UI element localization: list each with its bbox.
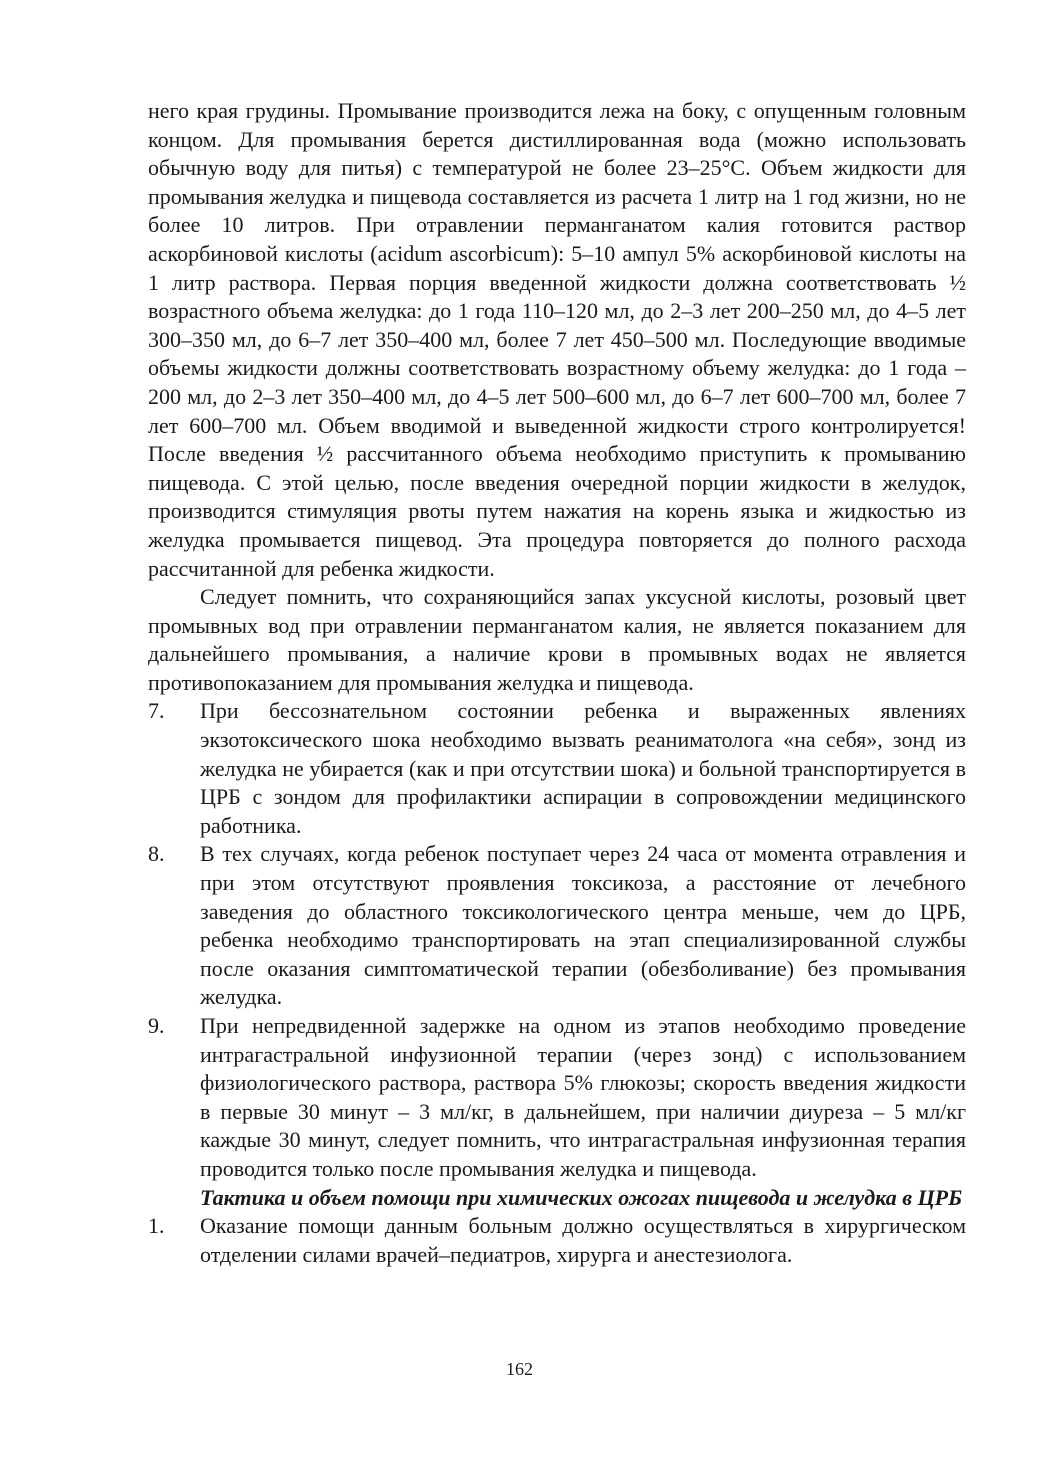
- list-number: 9.: [148, 1013, 165, 1038]
- list-item-7: [148, 697, 966, 840]
- page-number: 162: [506, 1359, 533, 1379]
- list-number: 8.: [148, 841, 165, 867]
- list-text: При непредвиденной задержке на одном из этапов необходимо проведение интрагастральной инфузионной терапии (через зонд) с использованием физиологического раствора, раствора 5% глюкозы; скорость введения жидкости в первые 30 минут – 3 мл/кг, в дальнейшем, при наличии диуреза – 5 мл/кг каждые 30 минут, следует помнить, что интрагастральная инфузионная терапия проводится только после промывания желудка и пищевода.: [200, 1013, 966, 1181]
- list-item-8: [148, 840, 966, 1012]
- list-text: Оказание помощи данным больным должно осуществляться в хирургическом отделении силами врачей–педиатров, хирурга и анестезиолога.: [200, 1213, 966, 1267]
- section-heading: Тактика и объем помощи при химических ожогах пищевода и желудка в ЦРБ: [200, 1184, 963, 1210]
- list-number: 7.: [148, 698, 165, 724]
- list-number: 1.: [148, 1213, 165, 1239]
- list-text: При бессознательном состоянии ребенка и выраженных явлениях экзотоксического шока необходимо вызвать реаниматолога «на себя», зонд из желудка не убирается (как и при отсутствии шока) и больной транспортируется в ЦРБ с зондом для профилактики аспирации в сопровождении медицинского работника.: [200, 698, 966, 838]
- list-text: В тех случаях, когда ребенок поступает через 24 часа от момента отравления и при этом отсутствуют проявления токсикоза, а расстояние от лечебного заведения до областного токсикологического центра меньше, чем до ЦРБ, ребенка необходимо транспортировать на этап специализированной службы после оказания симптоматической терапии (обезболивание) без промывания желудка.: [200, 841, 966, 1010]
- page-content: [148, 97, 966, 1269]
- list-item-9: [148, 1012, 966, 1184]
- paragraph-1: него края грудины. Промывание производится лежа на боку, с опущенным головным концом. Для промывания берется дистиллированная вода (можно использовать обычную воду для питья) с температурой не более 23–25°С. Объем жидкости для промывания желудка и пищевода составляется из расчета 1 литр на 1 год жизни, но не более 10 литров. При отравлении перманганатом калия готовится раствор аскорбиновой кислоты (acidum ascorbicum): 5–10 ампул 5% аскорбиновой кислоты на 1 литр раствора. Первая порция введенной жидкости должна соответствовать ½ возрастного объема желудка: до 1 года 110–120 мл, до 2–3 лет 200–250 мл, до 4–5 лет 300–350 мл, до 6–7 лет 350–400 мл, более 7 лет 450–500 мл. Последующие вводимые объемы жидкости должны соответствовать возрастному объему желудка: до 1 года – 200 мл, до 2–3 лет 350–400 мл, до 4–5 лет 500–600 мл, до 6–7 лет 600–700 мл, более 7 лет 600–700 мл. Объем вводимой и выведенной жидкости строго контролируется! После введения ½ рассчитанного объема необходимо приступить к промыванию пищевода. С этой целью, после введения очередной порции жидкости в желудок, производится стимуляция рвоты путем нажатия на корень языка и жидкостью из желудка промывается пищевод. Эта процедура повторяется до полного расхода рассчитанной для ребенка жидкости.: [148, 98, 966, 581]
- paragraph-2: Следует помнить, что сохраняющийся запах уксусной кислоты, розовый цвет промывных вод при отравлении перманганатом калия, не является показанием для дальнейшего промывания, а наличие крови в промывных водах не является противопоказанием для промывания желудка и пищевода.: [148, 584, 966, 695]
- list-item-1: [148, 1212, 966, 1269]
